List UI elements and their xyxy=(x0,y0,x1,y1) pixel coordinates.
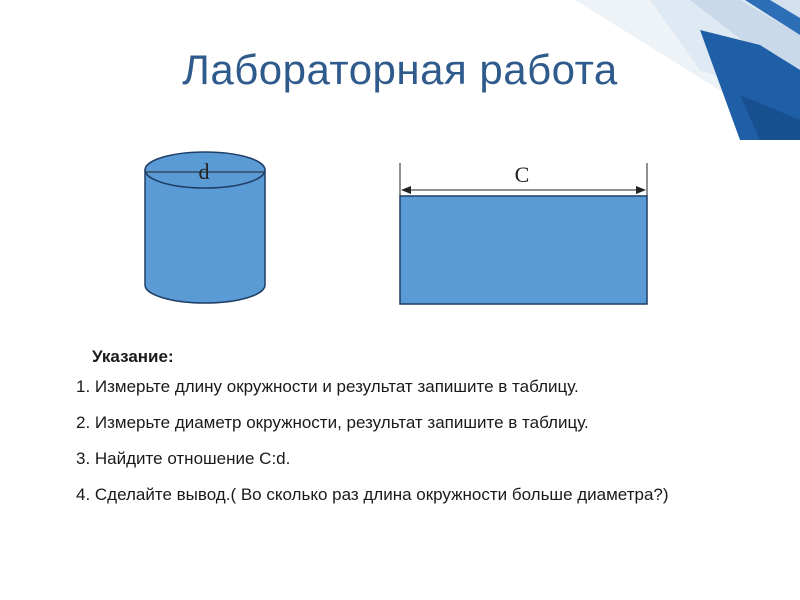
slide-title: Лабораторная работа xyxy=(182,46,618,93)
cylinder-diameter-label: d xyxy=(198,159,210,184)
circumference-label: C xyxy=(514,162,530,187)
circumference-dimension-arrow xyxy=(401,186,646,194)
instruction-item: 2. Измерьте диаметр окружности, результат запишите в таблицу. xyxy=(76,413,589,432)
instruction-item: 3. Найдите отношение C:d. xyxy=(76,449,291,468)
instructions-heading: Указание: xyxy=(92,347,174,366)
instruction-item: 1. Измерьте длину окружности и результат запишите в таблицу. xyxy=(76,377,579,396)
instructions-block xyxy=(62,346,762,520)
instruction-item: 4. Сделайте вывод.( Во сколько раз длина окружности больше диаметра?) xyxy=(76,485,669,504)
